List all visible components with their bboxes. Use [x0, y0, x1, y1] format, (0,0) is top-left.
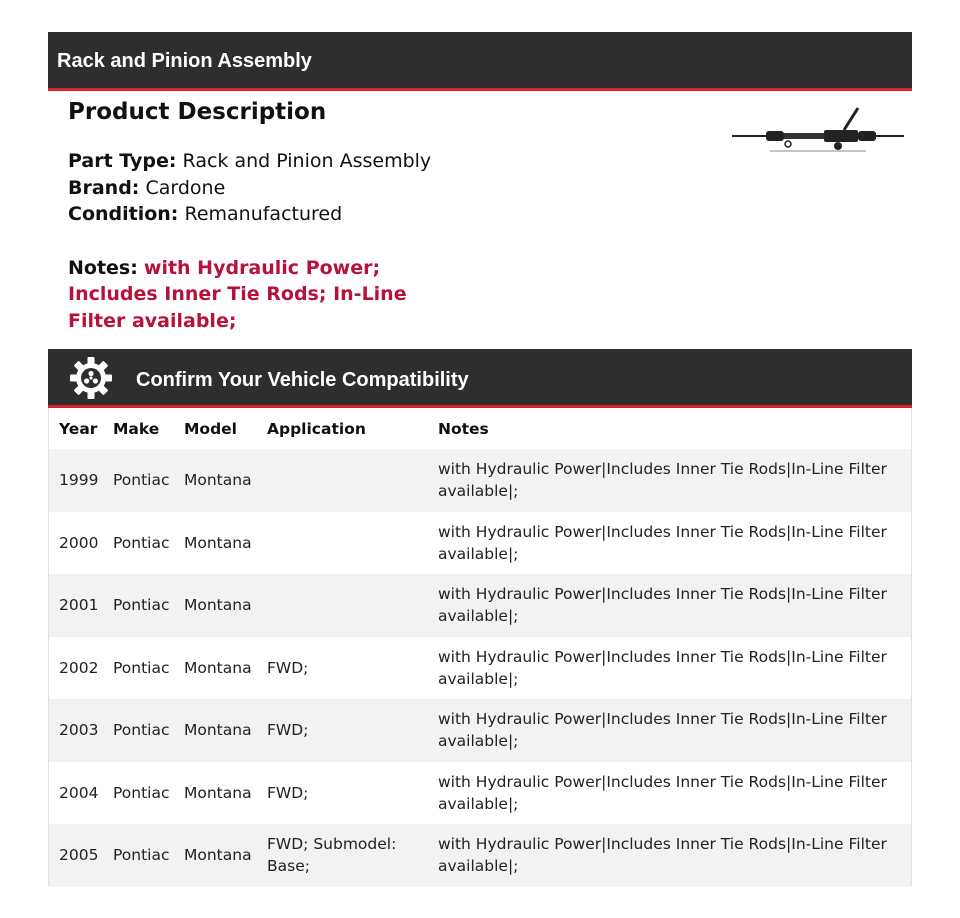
column-header-application: Application: [267, 419, 366, 438]
cell-application: FWD;: [257, 637, 428, 700]
spec-value: Rack and Pinion Assembly: [182, 150, 432, 172]
cell-year: 2002: [49, 637, 103, 700]
cell-notes: with Hydraulic Power|Includes Inner Tie Rods|In-Line Filter available|;: [428, 637, 911, 700]
table-row: [49, 574, 911, 637]
page-header-bar: [48, 32, 912, 91]
table-header-row: [49, 408, 911, 449]
cell-notes: with Hydraulic Power|Includes Inner Tie Rods|In-Line Filter available|;: [428, 762, 911, 825]
cell-make: Pontiac: [103, 512, 174, 575]
compatibility-table: [49, 408, 911, 887]
column-header-make: Make: [113, 419, 160, 438]
compatibility-table-container: [48, 408, 912, 886]
cell-model: Montana: [174, 699, 257, 762]
table-row: [49, 512, 911, 575]
cell-year: 2003: [49, 699, 103, 762]
compatibility-header-bar: [48, 349, 912, 408]
cell-make: Pontiac: [103, 637, 174, 700]
spec-value: Cardone: [145, 176, 226, 199]
table-row: [49, 824, 911, 887]
column-header-year: Year: [59, 419, 98, 438]
cell-year: 2005: [49, 824, 103, 887]
cell-notes: with Hydraulic Power|Includes Inner Tie Rods|In-Line Filter available|;: [428, 574, 911, 637]
cell-application: FWD;: [257, 762, 428, 825]
table-row: [49, 762, 911, 825]
page-title: Rack and Pinion Assembly: [57, 50, 312, 72]
spec-label: Condition:: [68, 203, 179, 225]
cell-application: FWD; Submodel: Base;: [257, 824, 428, 887]
product-notes: [68, 255, 448, 335]
cell-notes: with Hydraulic Power|Includes Inner Tie Rods|In-Line Filter available|;: [428, 512, 911, 575]
notes-label: Notes:: [68, 256, 138, 279]
spec-brand: [68, 175, 708, 202]
spec-value: Remanufactured: [184, 203, 343, 225]
gear-icon: [70, 357, 112, 399]
cell-model: Montana: [174, 449, 257, 512]
cell-year: 2000: [49, 512, 103, 575]
table-row: [49, 637, 911, 700]
rack-and-pinion-image: [726, 100, 910, 158]
spec-label: Part Type:: [68, 150, 177, 172]
column-header-notes: Notes: [438, 419, 489, 438]
cell-model: Montana: [174, 574, 257, 637]
cell-make: Pontiac: [103, 449, 174, 512]
cell-year: 1999: [49, 449, 103, 512]
cell-year: 2001: [49, 574, 103, 637]
cell-notes: with Hydraulic Power|Includes Inner Tie Rods|In-Line Filter available|;: [428, 824, 911, 887]
cell-model: Montana: [174, 762, 257, 825]
cell-notes: with Hydraulic Power|Includes Inner Tie Rods|In-Line Filter available|;: [428, 449, 911, 512]
cell-application: [257, 512, 428, 575]
spec-condition: [68, 201, 708, 228]
compatibility-title: Confirm Your Vehicle Compatibility: [136, 369, 469, 391]
spec-label: Brand:: [68, 176, 140, 199]
cell-make: Pontiac: [103, 762, 174, 825]
cell-make: Pontiac: [103, 699, 174, 762]
cell-year: 2004: [49, 762, 103, 825]
spec-list: [68, 148, 708, 228]
cell-notes: with Hydraulic Power|Includes Inner Tie Rods|In-Line Filter available|;: [428, 699, 911, 762]
table-row: [49, 699, 911, 762]
spec-part-type: [68, 148, 708, 175]
cell-application: FWD;: [257, 699, 428, 762]
description-title: Product Description: [68, 99, 327, 125]
cell-model: Montana: [174, 637, 257, 700]
column-header-model: Model: [184, 419, 237, 438]
cell-model: Montana: [174, 512, 257, 575]
notes-value: with Hydraulic Power; Includes Inner Tie Rods; In-Line Filter available;: [68, 256, 407, 332]
cell-application: [257, 574, 428, 637]
cell-make: Pontiac: [103, 824, 174, 887]
table-row: [49, 449, 911, 512]
cell-application: [257, 449, 428, 512]
cell-make: Pontiac: [103, 574, 174, 637]
product-description: [68, 96, 708, 334]
cell-model: Montana: [174, 824, 257, 887]
